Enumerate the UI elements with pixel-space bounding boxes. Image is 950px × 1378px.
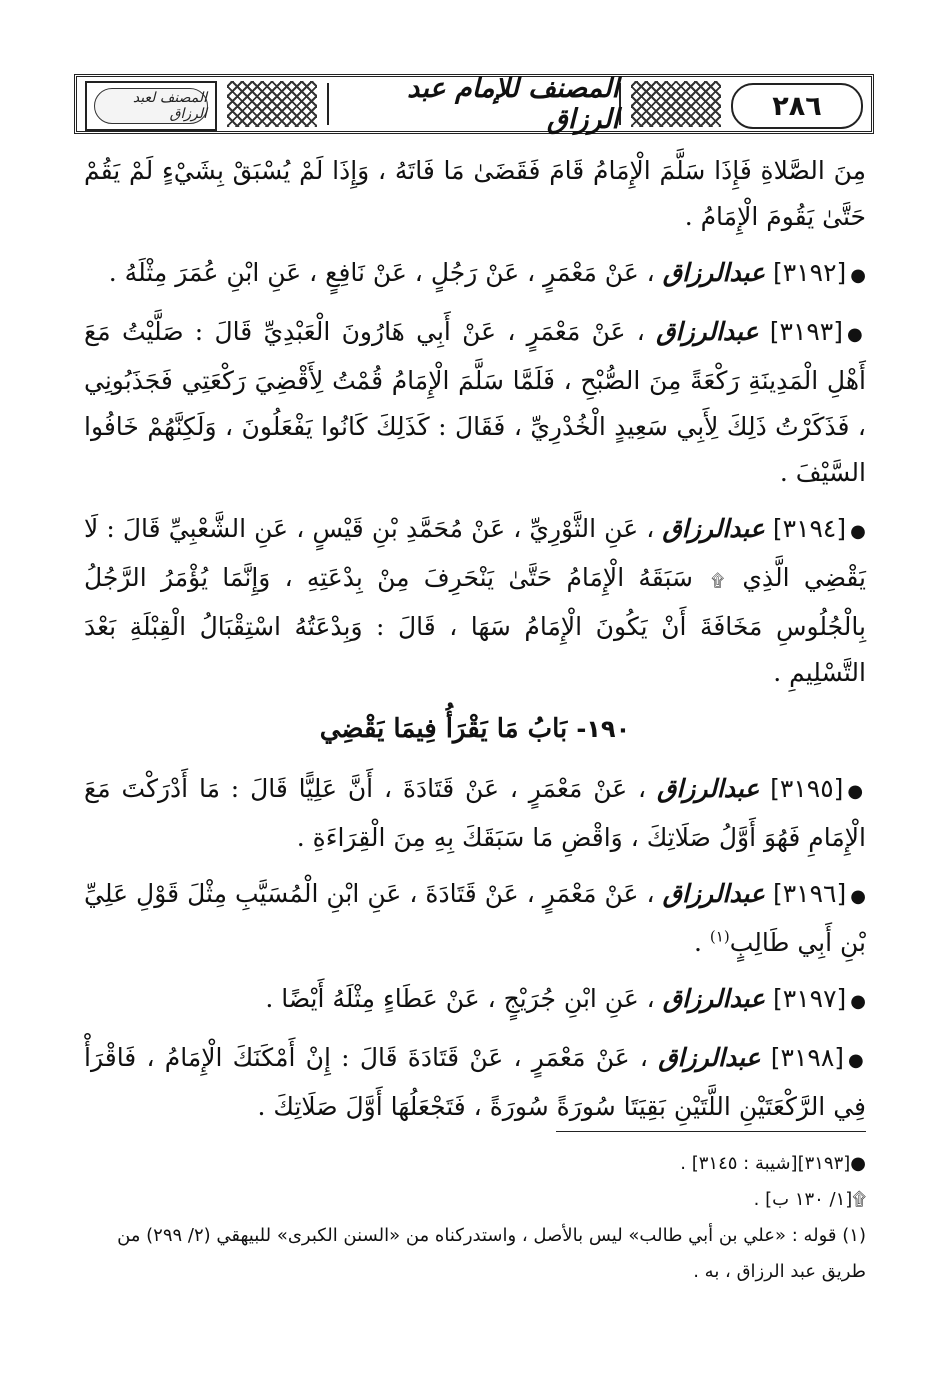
main-text	[84, 148, 866, 1140]
hadith-text: ، عَنْ مَعْمَرٍ ، عَنْ قَتَادَةَ قَالَ : إِنْ أَمْكَنَكَ الْإِمَامُ ، فَاقْرَأْ فِي الرَّكْعَتَيْنِ اللَّتَيْنِ بَقِيَتَا سُورَةً سُورَةً ، فَتَجْعَلُهَا أَوَّلَ صَلَاتِكَ .	[84, 1043, 866, 1121]
running-title-box	[327, 73, 621, 135]
hadith-text: ، عَنْ مَعْمَرٍ ، عَنْ رَجُلٍ ، عَنْ نَافِعٍ ، عَنِ ابْنِ عُمَرَ مِثْلَهُ .	[108, 258, 655, 287]
bullet-icon: ●	[850, 886, 866, 907]
footnote-1: (١) قوله : «علي بن أبي طالب» ليس بالأصل ، واستدركناه من «السنن الكبرى» للبيهقي (٢/ ٢٩٩) من طريق عبد الرزاق ، به .	[117, 1225, 866, 1282]
hadith-author: عبدالرزاق	[656, 317, 759, 346]
folio-marker-icon: ۩	[711, 571, 725, 591]
hadith-3196	[84, 871, 866, 966]
page-header	[74, 74, 874, 134]
hadith-author: عبدالرزاق	[662, 984, 766, 1013]
hadith-3197	[84, 976, 866, 1025]
page-number: ٢٨٦	[772, 90, 822, 122]
footnote-source: ●[٣١٩٣][شيبة : ٣١٤٥] .	[680, 1153, 866, 1174]
hadith-number: [٣١٩٣]	[769, 317, 843, 346]
ornament-pattern-left	[227, 81, 317, 127]
bullet-icon: ●	[850, 521, 866, 542]
continuation-paragraph: مِنَ الصَّلاةِ فَإِذَا سَلَّمَ الْإِمَامُ قَامَ فَقَضَىٰ مَا فَاتَهُ ، وَإِذَا لَمْ يُسْبَقْ بِشَيْءٍ لَمْ يَقُمْ حَتَّىٰ يَقُومَ الْإِمَامُ .	[84, 156, 866, 231]
bullet-icon: ●	[850, 991, 866, 1012]
hadith-text-continued: سَبَقَهُ الْإِمَامُ حَتَّىٰ يَنْحَرِفَ مِنْ بِدْعَتِهِ ، وَإِنَّمَا يُؤْمَرُ الرَّجُلُ بِالْجُلُوسِ مَخَافَةَ أَنْ يَكُونَ الْإِمَامُ سَهَا ، قَالَ : وَبِدْعَتُهُ اسْتِقْبَالُ الْقِبْلَةِ بَعْدَ التَّسْلِيمِ .	[84, 563, 866, 687]
bullet-icon: ●	[847, 324, 867, 345]
hadith-text: ، عَنْ مَعْمَرٍ ، عَنْ قَتَادَةَ ، أَنَّ عَلِيًّا قَالَ : مَا أَدْرَكْتَ مَعَ الْإِمَامِ فَهُوَ أَوَّلُ صَلَاتِكَ ، وَاقْضِ مَا سَبَقَكَ بِهِ مِنَ الْقِرَاءَةِ .	[84, 774, 866, 852]
section-heading	[84, 706, 866, 752]
page-number-cartouche	[731, 83, 863, 129]
ornament-pattern-right	[631, 81, 721, 127]
section-title: بَابُ مَا يَقْرَأُ فِيمَا يَقْضِي	[319, 714, 568, 744]
hadith-number: [٣١٩٢]	[773, 258, 847, 287]
hadith-3194	[84, 506, 866, 696]
hadith-text: ، عَنْ مَعْمَرٍ ، عَنْ قَتَادَةَ ، عَنِ ابْنِ الْمُسَيَّبِ مِثْلَ قَوْلِ عَلِيِّ بْنِ أَبِي طَالِبٍ	[84, 879, 866, 957]
hadith-text: ، عَنِ الثَّوْرِيِّ ، عَنْ مُحَمَّدِ بْنِ قَيْسٍ ، عَنِ الشَّعْبِيِّ قَالَ : لَا يَقْضِي الَّذِي	[84, 514, 866, 592]
hadith-author: عبدالرزاق	[662, 258, 766, 287]
hadith-author: عبدالرزاق	[662, 879, 765, 908]
hadith-author: عبدالرزاق	[662, 514, 765, 543]
hadith-3193	[84, 309, 866, 496]
hadith-text: ، عَنِ ابْنِ جُرَيْجٍ ، عَنْ عَطَاءٍ مِثْلَهُ أَيْضًا .	[265, 984, 655, 1013]
hadith-3195	[84, 766, 866, 861]
hadith-number: [٣١٩٧]	[773, 984, 847, 1013]
hadith-author: عبدالرزاق	[658, 1043, 761, 1072]
running-title: المصنف للإمام عبد الرزاق	[407, 73, 619, 135]
footnote-folio: ۩[١/ ١٣٠ ب] .	[753, 1189, 866, 1210]
section-number: ١٩٠-	[576, 715, 631, 743]
hadith-number: [٣١٩٨]	[770, 1043, 845, 1072]
hadith-number: [٣١٩٤]	[772, 514, 847, 543]
bullet-icon: ●	[850, 265, 866, 286]
hadith-number: [٣١٩٥]	[770, 774, 844, 803]
hadith-text-end: .	[694, 928, 702, 957]
book-seal-text: المصنف لعبد الرزاق	[132, 90, 207, 122]
hadith-3192	[84, 250, 866, 299]
book-seal-emblem	[94, 88, 208, 124]
footnote-divider	[556, 1131, 866, 1132]
bullet-icon: ●	[847, 781, 866, 802]
book-seal	[85, 81, 217, 131]
hadith-3198	[84, 1035, 866, 1130]
hadith-author: عبدالرزاق	[656, 774, 760, 803]
footnote-reference[interactable]: (١)	[709, 927, 730, 946]
bullet-icon: ●	[848, 1050, 867, 1071]
hadith-number: [٣١٩٦]	[772, 879, 847, 908]
footnotes	[84, 1146, 866, 1290]
hadith-text: ، عَنْ مَعْمَرٍ ، عَنْ أَبِي هَارُونَ الْعَبْدِيِّ قَالَ : صَلَّيْتُ مَعَ أَهْلِ الْمَدِينَةِ رَكْعَةً مِنَ الصُّبْحِ ، فَلَمَّا سَلَّمَ الْإِمَامُ قُمْتُ لِأَقْضِيَ رَكْعَتِي فَجَذَبُونِي ، فَذَكَرْتُ ذَلِكَ لِأَبِي سَعِيدٍ الْخُدْرِيِّ ، فَقَالَ : كَذَلِكَ كَانُوا يَفْعَلُونَ ، وَلَكِنَّهُمْ خَافُوا السَّيْفَ .	[84, 317, 866, 487]
